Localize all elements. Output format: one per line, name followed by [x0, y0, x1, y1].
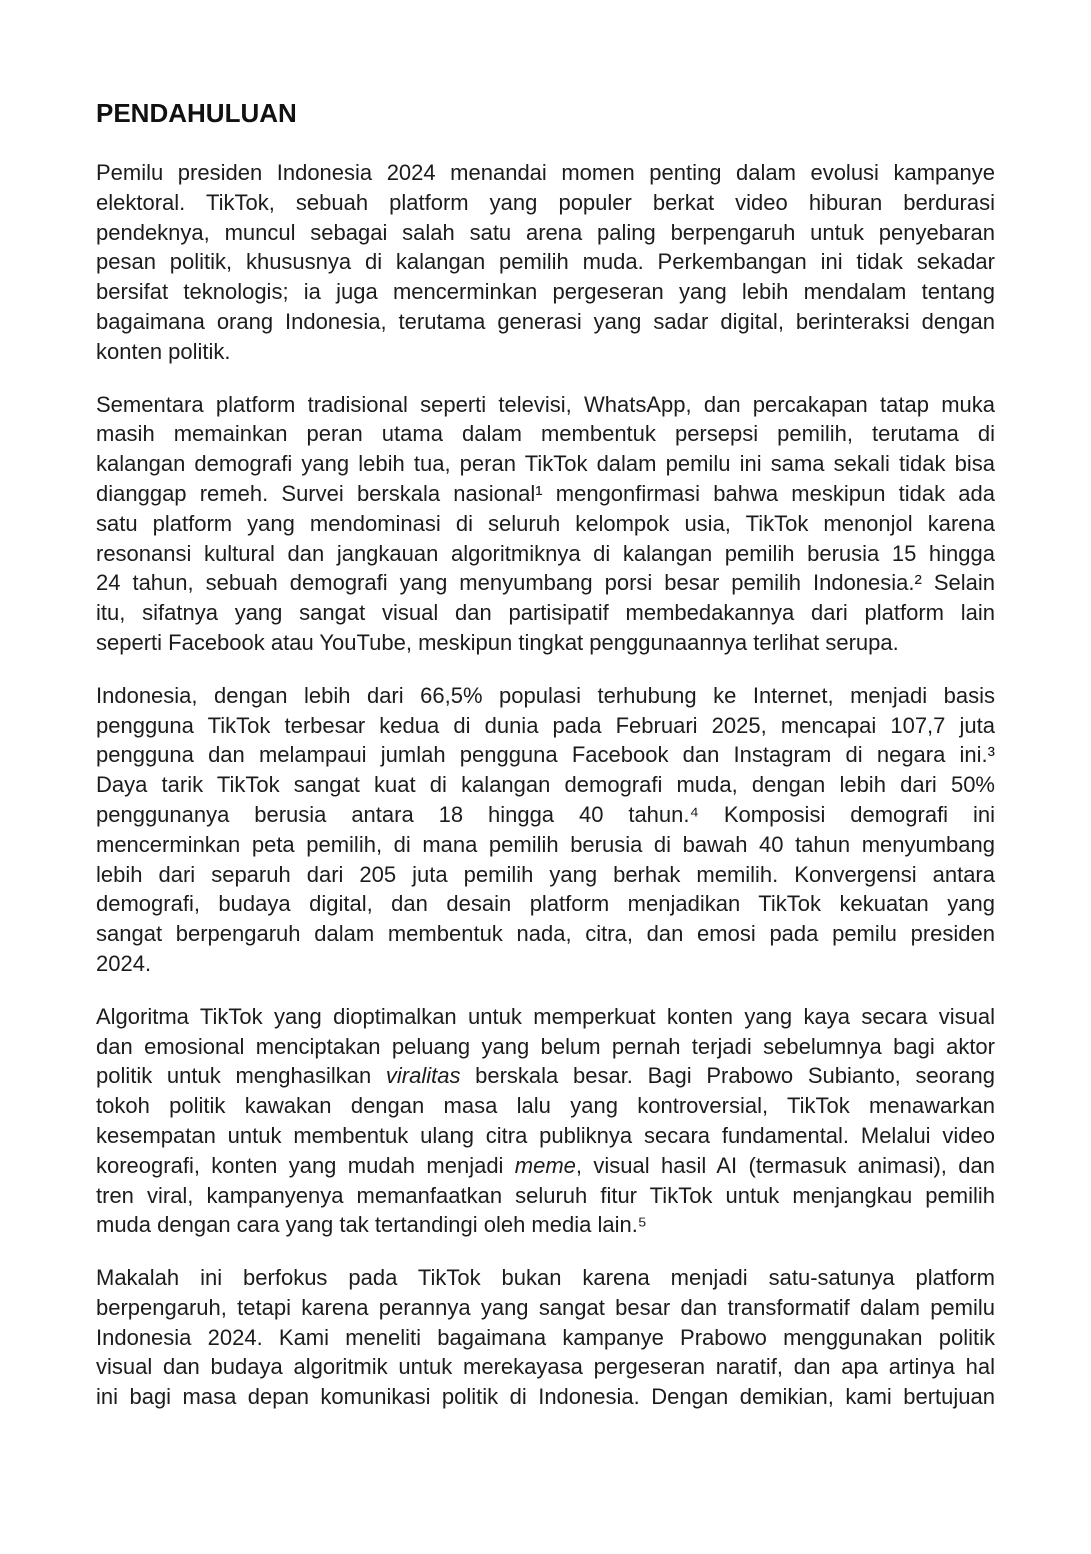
italic-term: meme	[514, 1152, 576, 1178]
text-line: satu platform yang mendominasi di seluruh kelompok usia, TikTok menonjol karena	[96, 510, 995, 536]
text-line: 2024.	[96, 950, 152, 976]
paragraph	[96, 1263, 995, 1412]
paragraph	[96, 1002, 995, 1240]
text-line: Pemilu presiden Indonesia 2024 menandai momen penting dalam evolusi kampanye	[96, 160, 995, 185]
text-line: pendeknya, muncul sebagai salah satu arena paling berpengaruh untuk penyebaran	[96, 219, 995, 245]
page-content	[96, 98, 995, 1435]
text-line: dan emosional menciptakan peluang yang belum pernah terjadi sebelumnya bagi aktor	[96, 1033, 995, 1059]
text-line: mencerminkan peta pemilih, di mana pemilih berusia di bawah 40 tahun menyumbang	[96, 831, 995, 857]
text-run: , visual hasil AI (termasuk animasi), dan	[575, 1152, 995, 1178]
text-line: ini bagi masa depan komunikasi politik di Indonesia. Dengan demikian, kami bertujuan	[96, 1384, 995, 1410]
paragraph	[96, 681, 995, 979]
text-line: bersifat teknologis; ia juga mencerminkan pergeseran yang lebih mendalam tentang	[96, 279, 995, 305]
text-line: resonansi kultural dan jangkauan algoritmiknya di kalangan pemilih berusia 15 hingga	[96, 540, 995, 566]
text-line: muda dengan cara yang tak tertandingi oleh media lain.⁵	[96, 1212, 647, 1238]
text-line: bagaimana orang Indonesia, terutama generasi yang sadar digital, berinteraksi dengan	[96, 308, 995, 334]
text-line: berpengaruh, tetapi karena perannya yang sangat besar dan transformatif dalam pemilu	[96, 1294, 995, 1320]
paragraph	[96, 158, 995, 367]
text-line: elektoral. TikTok, sebuah platform yang populer berkat video hiburan berdurasi	[96, 189, 995, 215]
text-line: Makalah ini berfokus pada TikTok bukan karena menjadi satu-satunya platform	[96, 1265, 995, 1291]
text-run: politik untuk menghasilkan	[96, 1063, 386, 1089]
paragraph	[96, 390, 995, 658]
text-line: seperti Facebook atau YouTube, meskipun tingkat penggunaannya terlihat serupa.	[96, 629, 899, 655]
text-line	[96, 1151, 995, 1181]
text-line: lebih dari separuh dari 205 juta pemilih yang berhak memilih. Konvergensi antara	[96, 861, 995, 887]
text-line: tren viral, kampanyenya memanfaatkan seluruh fitur TikTok untuk menjangkau pemilih	[96, 1182, 995, 1208]
text-line: penggunanya berusia antara 18 hingga 40 tahun.⁴ Komposisi demografi ini	[96, 801, 995, 827]
text-line: 24 tahun, sebuah demografi yang menyumbang porsi besar pemilih Indonesia.² Selain	[96, 570, 995, 596]
text-line: masih memainkan peran utama dalam membentuk persepsi pemilih, terutama di	[96, 421, 995, 447]
text-line: itu, sifatnya yang sangat visual dan partisipatif membedakannya dari platform lain	[96, 600, 995, 626]
text-line: Algoritma TikTok yang dioptimalkan untuk memperkuat konten yang kaya secara visual	[96, 1003, 995, 1029]
text-line: kalangan demografi yang lebih tua, peran TikTok dalam pemilu ini sama sekali tidak bisa	[96, 451, 995, 477]
body-text	[96, 158, 995, 1412]
text-line: konten politik.	[96, 338, 231, 364]
text-line: Sementara platform tradisional seperti televisi, WhatsApp, dan percakapan tatap muka	[96, 391, 995, 417]
text-line: visual dan budaya algoritmik untuk merekayasa pergeseran naratif, dan apa artinya hal	[96, 1354, 995, 1380]
text-run: koreografi, konten yang mudah menjadi	[96, 1152, 515, 1178]
text-line: pengguna dan melampaui jumlah pengguna Facebook dan Instagram di negara ini.³	[96, 742, 995, 768]
text-line: sangat berpengaruh dalam membentuk nada, citra, dan emosi pada pemilu presiden	[96, 921, 995, 947]
text-line: pesan politik, khususnya di kalangan pemilih muda. Perkembangan ini tidak sekadar	[96, 249, 995, 275]
text-line	[96, 1061, 995, 1091]
text-line: dianggap remeh. Survei berskala nasional¹ mengonfirmasi bahwa meskipun tidak ada	[96, 480, 995, 506]
text-line: demografi, budaya digital, dan desain platform menjadikan TikTok kekuatan yang	[96, 891, 995, 917]
text-line: Indonesia, dengan lebih dari 66,5% populasi terhubung ke Internet, menjadi basis	[96, 682, 995, 708]
text-line: Indonesia 2024. Kami meneliti bagaimana kampanye Prabowo menggunakan politik	[96, 1324, 995, 1350]
text-line: Daya tarik TikTok sangat kuat di kalangan demografi muda, dengan lebih dari 50%	[96, 772, 995, 798]
text-line: kesempatan untuk membentuk ulang citra publiknya secara fundamental. Melalui video	[96, 1122, 995, 1148]
section-heading: PENDAHULUAN	[96, 98, 297, 128]
text-line: pengguna TikTok terbesar kedua di dunia pada Februari 2025, mencapai 107,7 juta	[96, 712, 995, 738]
text-line: tokoh politik kawakan dengan masa lalu yang kontroversial, TikTok menawarkan	[96, 1093, 995, 1119]
italic-term: viralitas	[385, 1063, 461, 1089]
text-run: berskala besar. Bagi Prabowo Subianto, seorang	[460, 1063, 995, 1089]
